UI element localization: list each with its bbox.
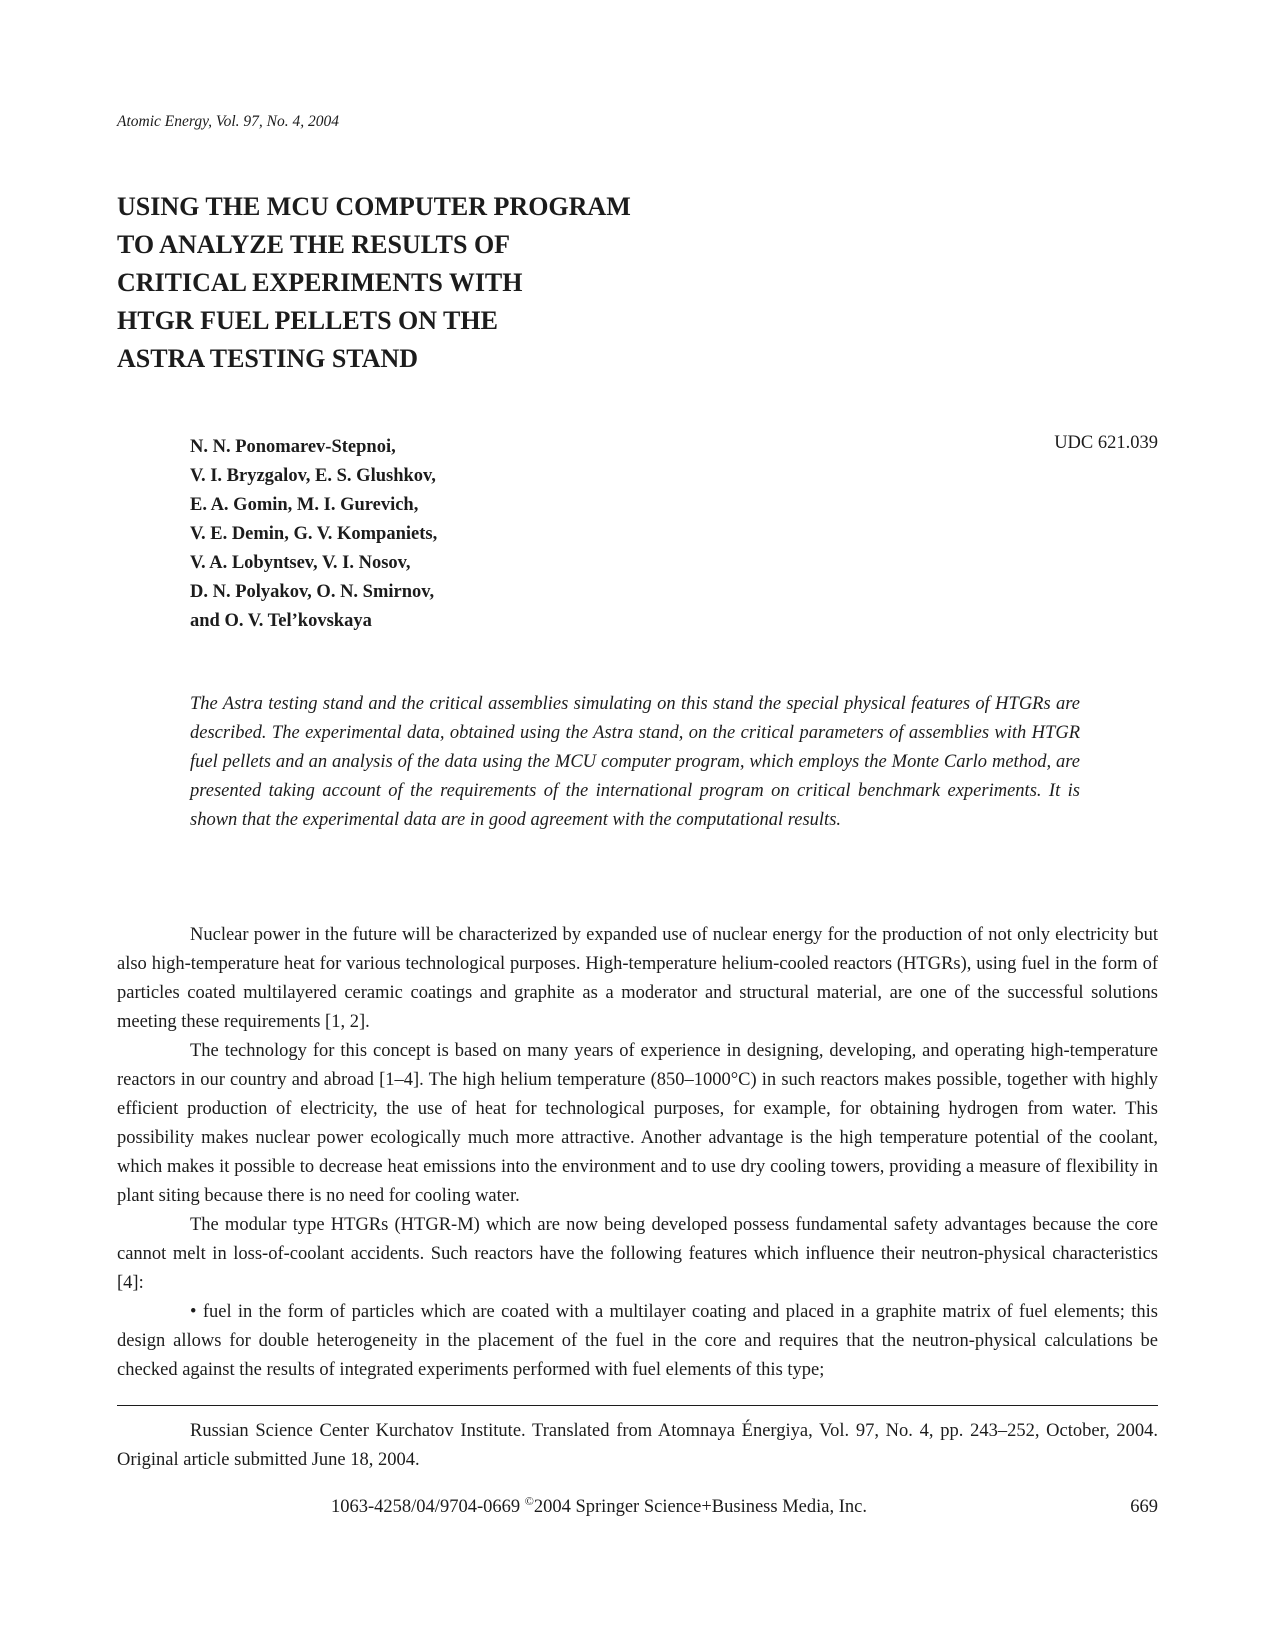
footnote: Russian Science Center Kurchatov Institute. Translated from Atomnaya Énergiya, Vol. 97, No. 4, pp. 243–252, October, 2004. Original article submitted June 18, 2004. <box>117 1421 1158 1470</box>
author-line: E. A. Gomin, M. I. Gurevich, <box>190 495 419 515</box>
body-text <box>117 921 1158 1385</box>
bullet-item: • fuel in the form of particles which are coated with a multilayer coating and placed in a graphite matrix of fuel elements; this design allows for double heterogeneity in the placement of the fuel in the core and requires that the neutron-physical calculations be checked against the results of integrated experiments performed with fuel elements of this type; <box>117 1302 1158 1380</box>
publisher-line: 2004 Springer Science+Business Media, Inc. <box>533 1497 867 1518</box>
copyright-symbol: © <box>524 1494 534 1508</box>
issn-copyright-line <box>331 1494 867 1518</box>
footnote-divider <box>117 1405 1158 1406</box>
title-line: HTGR FUEL PELLETS ON THE <box>117 306 498 335</box>
author-line: N. N. Ponomarev-Stepnoi, <box>190 437 396 457</box>
journal-citation: Atomic Energy, Vol. 97, No. 4, 2004 <box>117 113 340 130</box>
udc-code: UDC 621.039 <box>1054 433 1158 453</box>
body-paragraph: The technology for this concept is based on many years of experience in designing, developing, and operating high-temperature reactors in our country and abroad [1–4]. The high helium temperature (850–1000°C) in such reactors makes possible, together with highly efficient production of electricity, the use of heat for technological purposes, for example, for obtaining hydrogen from water. This possibility makes nuclear power ecologically much more attractive. Another advantage is the high temperature potential of the coolant, which makes it possible to decrease heat emissions into the environment and to use dry cooling towers, providing a measure of flexibility in plant siting because there is no need for cooling water. <box>117 1041 1158 1206</box>
issn-code: 1063-4258/04/9704-0669 <box>331 1497 521 1518</box>
author-line: D. N. Polyakov, O. N. Smirnov, <box>190 582 435 602</box>
body-paragraph: Nuclear power in the future will be characterized by expanded use of nuclear energy for the production of not only electricity but also high-temperature heat for various technological purposes. High-temperature helium-cooled reactors (HTGRs), using fuel in the form of particles coated multilayered ceramic coatings and graphite as a moderator and structural material, are one of the successful solutions meeting these requirements [1, 2]. <box>117 925 1158 1032</box>
author-line: V. I. Bryzgalov, E. S. Glushkov, <box>190 466 436 486</box>
author-list <box>190 433 437 636</box>
title-line: ASTRA TESTING STAND <box>117 344 419 373</box>
author-line: V. A. Lobyntsev, V. I. Nosov, <box>190 553 411 573</box>
abstract: The Astra testing stand and the critical assemblies simulating on this stand the special physical features of HTGRs are described. The experimental data, obtained using the Astra stand, on the critical parameters of assemblies with HTGR fuel pellets and an analysis of the data using the MCU computer program, which employs the Monte Carlo method, are presented taking account of the requirements of the international program on critical benchmark experiments. It is shown that the experimental data are in good agreement with the computational results. <box>190 694 1080 830</box>
article-title <box>117 188 631 378</box>
title-line: CRITICAL EXPERIMENTS WITH <box>117 268 523 297</box>
title-line: USING THE MCU COMPUTER PROGRAM <box>117 192 631 221</box>
author-line: V. E. Demin, G. V. Kompaniets, <box>190 524 438 544</box>
title-line: TO ANALYZE THE RESULTS OF <box>117 230 511 259</box>
body-paragraph: The modular type HTGRs (HTGR-M) which are now being developed possess fundamental safety advantages because the core cannot melt in loss-of-coolant accidents. Such reactors have the following features which influence their neutron-physical characteristics [4]: <box>117 1215 1158 1293</box>
author-line: and O. V. Tel’kovskaya <box>190 611 372 631</box>
page-number: 669 <box>1130 1497 1158 1517</box>
